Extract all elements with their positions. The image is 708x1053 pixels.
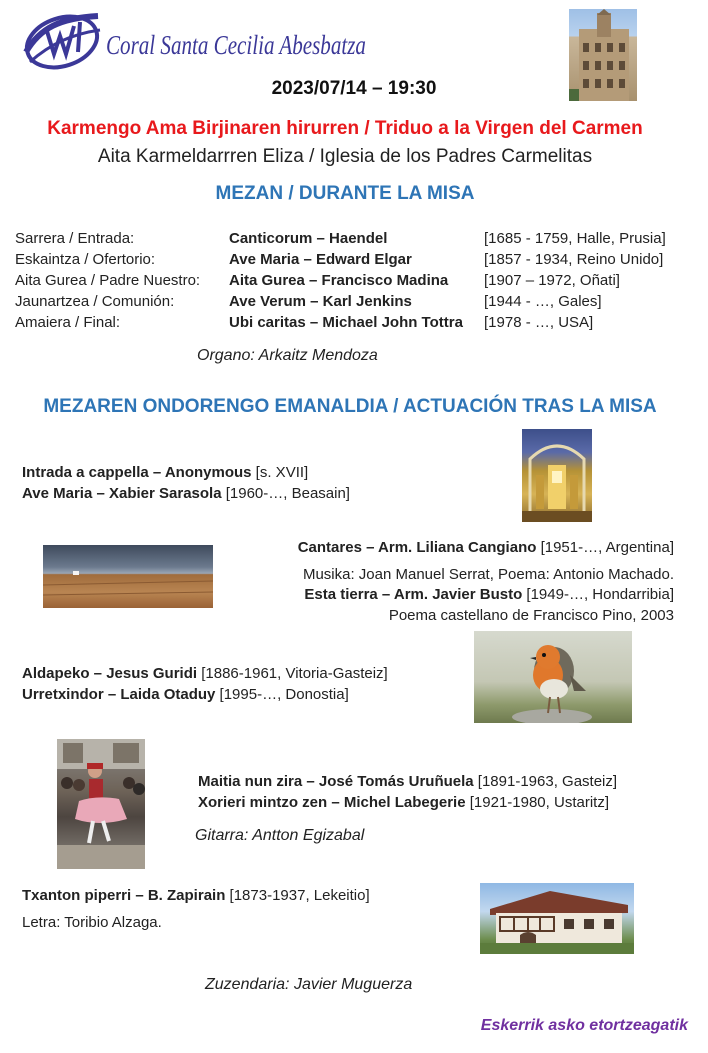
conductor-credit: Zuzendaria: Javier Muguerza [205, 976, 413, 993]
concert-item [198, 773, 617, 790]
mass-info: [1944 - …, Gales] [484, 293, 602, 310]
piece-title: Esta tierra – Arm. Javier Busto [304, 586, 523, 603]
event-title: Karmengo Ama Birjinaren hirurren / Triduo a la Virgen del Carmen [47, 118, 643, 139]
piece-note: Poema castellano de Francisco Pino, 2003 [388, 607, 674, 624]
piece-title: Aldapeko – Jesus Guridi [22, 665, 198, 682]
organist-credit: Organo: Arkaitz Mendoza [197, 347, 378, 364]
piece-title: Txanton piperri – B. Zapirain [22, 887, 226, 904]
concert-item [22, 464, 308, 481]
mass-info: [1907 – 1972, Oñati] [484, 272, 620, 289]
piece-info: [1951-…, Argentina] [536, 539, 674, 556]
mass-part: Aita Gurea / Padre Nuestro: [15, 272, 201, 289]
concert-item [304, 586, 674, 603]
piece-info: [1921-1980, Ustaritz] [465, 794, 609, 811]
mass-piece: Ubi caritas – Michael John Tottra [229, 314, 463, 331]
piece-note: Letra: Toribio Alzaga. [22, 914, 162, 931]
piece-title: Cantares – Arm. Liliana Cangiano [297, 539, 537, 556]
mass-info: [1685 - 1759, Halle, Prusia] [484, 230, 666, 247]
concert-item [22, 686, 349, 703]
piece-info: [1960-…, Beasain] [221, 485, 350, 502]
mass-part: Amaiera / Final: [15, 314, 121, 331]
thanks-message: Eskerrik asko etortzeagatik [480, 1017, 688, 1034]
piece-title: Maitia nun zira – José Tomás Uruñuela [198, 773, 474, 790]
piece-info: [1886-1961, Vitoria-Gasteiz] [197, 665, 388, 682]
piece-title: Xorieri mintzo zen – Michel Labegerie [198, 794, 466, 811]
mass-info: [1857 - 1934, Reino Unido] [484, 251, 664, 268]
piece-info: [1949-…, Hondarribia] [522, 586, 674, 603]
concert-item [22, 887, 370, 904]
piece-note: Musika: Joan Manuel Serrat, Poema: Antonio Machado. [302, 566, 674, 583]
piece-title: Urretxindor – Laida Otaduy [22, 686, 216, 703]
choir-logo [20, 8, 104, 72]
piece-info: [1891-1963, Gasteiz] [473, 773, 618, 790]
concert-item [22, 485, 350, 502]
mass-part: Sarrera / Entrada: [15, 230, 135, 247]
concert-item [298, 539, 674, 556]
mass-part: Jaunartzea / Comunión: [15, 293, 175, 310]
event-venue: Aita Karmeldarrren Eliza / Iglesia de los Padres Carmelitas [97, 146, 593, 167]
event-datetime: 2023/07/14 – 19:30 [271, 78, 437, 99]
concert-heading: MEZAREN ONDORENGO EMANALDIA / ACTUACIÓN TRAS LA MISA [43, 396, 657, 417]
dancer-photo [57, 739, 145, 869]
mass-piece: Ave Verum – Karl Jenkins [229, 293, 412, 310]
church-altar-photo [522, 429, 592, 522]
piece-title: Ave Maria – Xabier Sarasola [22, 485, 222, 502]
mass-piece: Aita Gurea – Francisco Madina [229, 272, 449, 289]
mass-piece: Ave Maria – Edward Elgar [229, 251, 412, 268]
basque-farmhouse-photo [480, 883, 634, 954]
piece-title: Intrada a cappella – Anonymous [22, 464, 252, 481]
mass-info: [1978 - …, USA] [484, 314, 594, 331]
piece-info: [1995-…, Donostia] [215, 686, 349, 703]
piece-info: [s. XVII] [251, 464, 309, 481]
mass-heading: MEZAN / DURANTE LA MISA [215, 183, 475, 204]
guitarist-credit: Gitarra: Antton Egizabal [195, 827, 365, 844]
field-landscape-photo [43, 545, 213, 608]
mass-piece: Canticorum – Haendel [229, 230, 388, 247]
robin-bird-photo [474, 631, 632, 723]
mass-part: Eskaintza / Ofertorio: [15, 251, 156, 268]
concert-item [22, 665, 388, 682]
choir-name: Coral Santa Cecilia Abesbatza [106, 30, 366, 60]
piece-info: [1873-1937, Lekeitio] [225, 887, 370, 904]
concert-item [198, 794, 609, 811]
